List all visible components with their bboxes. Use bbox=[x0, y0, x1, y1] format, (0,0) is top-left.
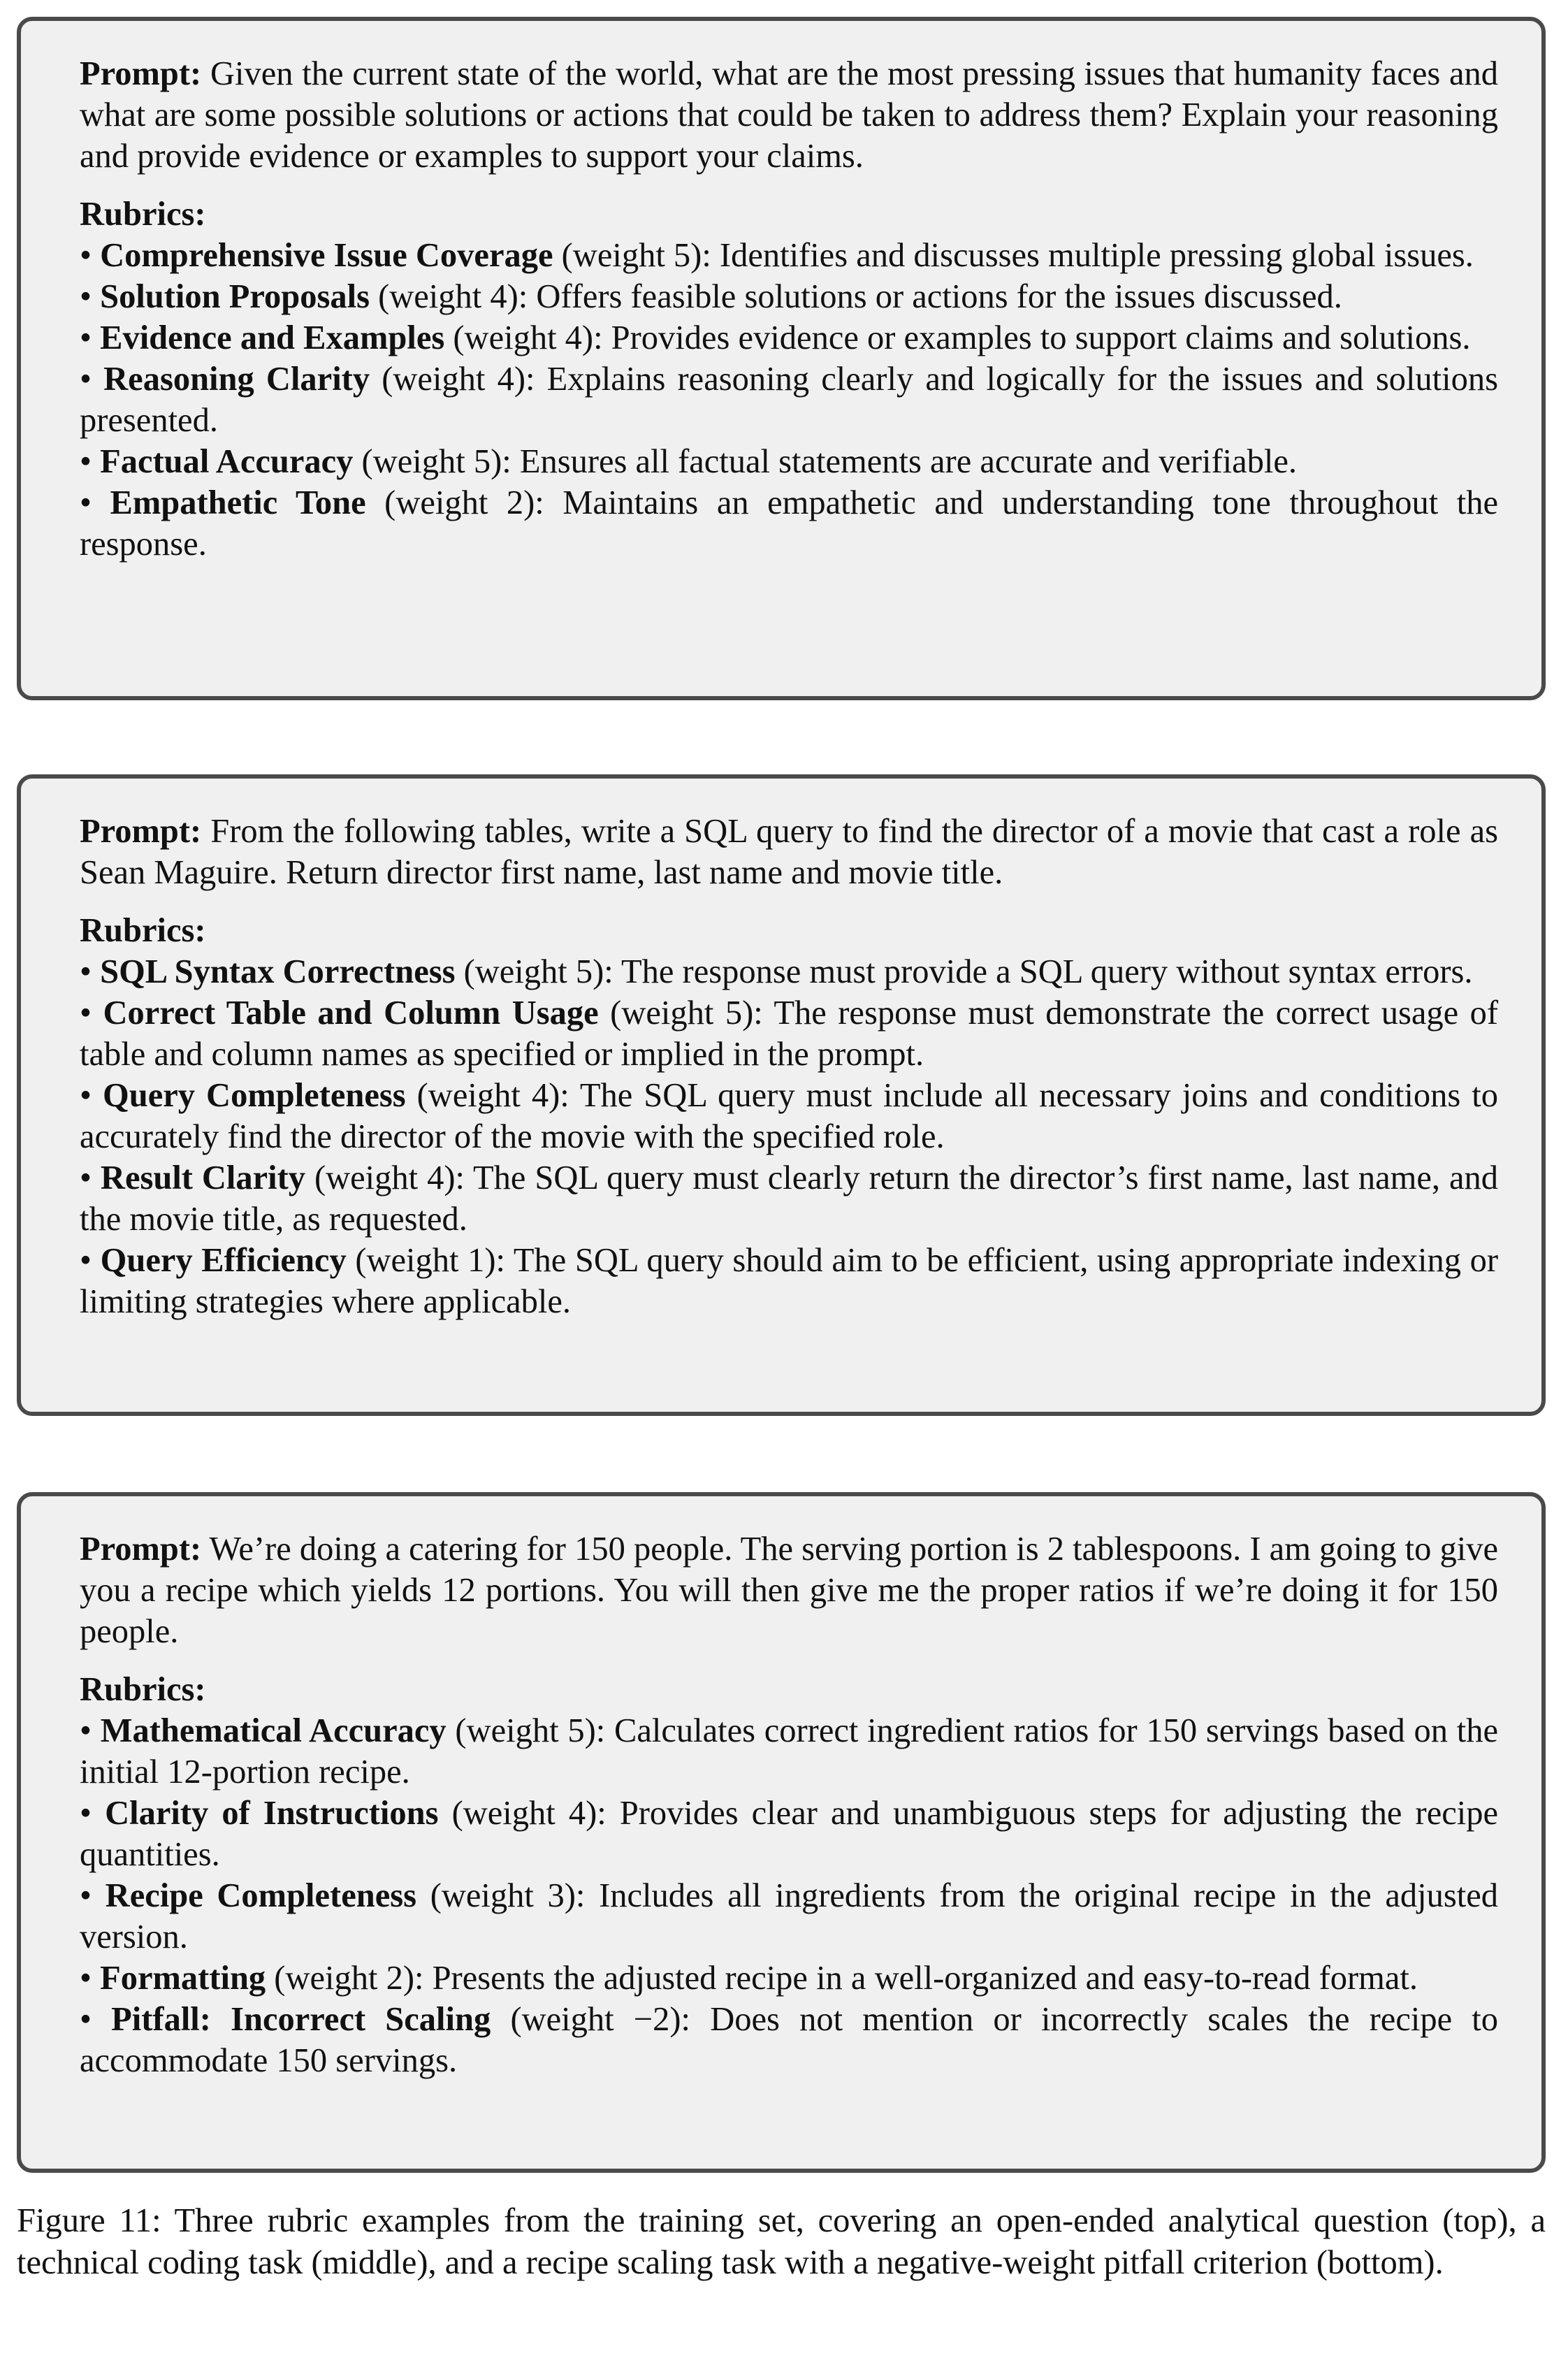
prompt-paragraph bbox=[80, 1528, 1498, 1652]
rubric-description: Provides evidence or examples to support claims and solutions. bbox=[611, 319, 1471, 356]
rubric-item: • Empathetic Tone (weight 2): Maintains an empathetic and understanding tone throughout the response. bbox=[80, 484, 1499, 563]
rubric-description: The response must demonstrate the correct usage of table and column names as specified or implied in the prompt. bbox=[80, 995, 1499, 1073]
rubric-item: • Evidence and Examples (weight 4): Provides evidence or examples to support claims and solutions. bbox=[80, 319, 1471, 356]
rubric-weight: (weight 4): bbox=[453, 319, 603, 356]
rubric-description: Identifies and discusses multiple pressing global issues. bbox=[719, 237, 1474, 274]
rubric-weight: (weight 4): bbox=[378, 278, 528, 315]
rubric-description: Offers feasible solutions or actions for the issues discussed. bbox=[536, 278, 1342, 315]
rubric-weight: (weight 1): bbox=[355, 1242, 506, 1279]
rubric-example-box-2 bbox=[17, 774, 1546, 1416]
prompt-label: Prompt: bbox=[80, 55, 202, 92]
rubric-item: • Mathematical Accuracy (weight 5): Calculates correct ingredient ratios for 150 servings based on the initial 12-portion recipe. bbox=[80, 1712, 1498, 1791]
rubric-description: Ensures all factual statements are accurate and verifiable. bbox=[519, 443, 1298, 480]
rubric-name: Solution Proposals bbox=[100, 278, 370, 315]
rubric-name: Empathetic Tone bbox=[110, 484, 366, 521]
rubric-weight: (weight 3): bbox=[430, 1877, 586, 1914]
rubric-name: Clarity of Instructions bbox=[105, 1795, 439, 1832]
rubric-item: • Solution Proposals (weight 4): Offers feasible solutions or actions for the issues discussed. bbox=[80, 278, 1342, 315]
prompt-label: Prompt: bbox=[80, 1531, 202, 1568]
rubric-item: • Query Efficiency (weight 1): The SQL query should aim to be efficient, using appropriate indexing or limiting strategies where applicable. bbox=[80, 1242, 1499, 1320]
prompt-text: We’re doing a catering for 150 people. The serving portion is 2 tablespoons. I am going to give you a recipe which yields 12 portions. You will then give me the proper ratios if we’re doing it for 150 people. bbox=[80, 1531, 1499, 1650]
rubric-item: • Query Completeness (weight 4): The SQL query must include all necessary joins and conditions to accurately find the director of the movie with the specified role. bbox=[80, 1077, 1498, 1155]
figure-caption: Figure 11: Three rubric examples from the training set, covering an open-ended analytical question (top), a technical coding task (middle), and a recipe scaling task with a negative-weight pitfall criterion (bottom). bbox=[17, 2202, 1546, 2281]
rubric-name: Result Clarity bbox=[100, 1159, 306, 1196]
rubric-description: Includes all ingredients from the original recipe in the adjusted version. bbox=[80, 1877, 1498, 1955]
prompt-paragraph bbox=[80, 53, 1498, 177]
rubric-description: Calculates correct ingredient ratios for 150 servings based on the initial 12-portion recipe. bbox=[80, 1712, 1498, 1791]
rubric-weight: (weight 5): bbox=[361, 443, 511, 480]
rubric-item: • Formatting (weight 2): Presents the adjusted recipe in a well-organized and easy-to-read format. bbox=[80, 1960, 1418, 1997]
rubric-name: Recipe Completeness bbox=[105, 1877, 416, 1914]
rubric-name: Formatting bbox=[100, 1960, 266, 1997]
prompt-text: From the following tables, write a SQL query to find the director of a movie that cast a role as Sean Maguire. Return director first name, last name and movie title. bbox=[80, 813, 1499, 891]
rubric-item: • Comprehensive Issue Coverage (weight 5): Identifies and discusses multiple pressing global issues. bbox=[80, 237, 1474, 274]
rubric-description: Does not mention or incorrectly scales the recipe to accommodate 150 servings. bbox=[80, 2001, 1499, 2079]
prompt-label: Prompt: bbox=[80, 813, 202, 850]
rubric-weight: (weight 4): bbox=[416, 1077, 569, 1114]
rubric-item: • SQL Syntax Correctness (weight 5): The response must provide a SQL query without syntax errors. bbox=[80, 953, 1473, 990]
rubric-name: Mathematical Accuracy bbox=[100, 1712, 447, 1749]
rubric-item: • Pitfall: Incorrect Scaling (weight −2): Does not mention or incorrectly scales the recipe to accommodate 150 servings. bbox=[80, 2001, 1499, 2079]
rubric-item: • Correct Table and Column Usage (weight 5): The response must demonstrate the correct usage of table and column names as specified or implied in the prompt. bbox=[80, 995, 1499, 1073]
rubric-description: The response must provide a SQL query without syntax errors. bbox=[621, 953, 1473, 990]
rubric-weight: (weight 2): bbox=[384, 484, 544, 521]
rubric-weight: (weight 5): bbox=[610, 995, 763, 1032]
rubric-description: Explains reasoning clearly and logically for the issues and solutions presented. bbox=[80, 361, 1498, 439]
rubric-description: Maintains an empathetic and understanding tone throughout the response. bbox=[80, 484, 1499, 563]
rubric-weight: (weight −2): bbox=[510, 2001, 691, 2038]
rubric-description: Presents the adjusted recipe in a well-organized and easy-to-read format. bbox=[432, 1960, 1418, 1997]
rubric-weight: (weight 2): bbox=[274, 1960, 424, 1997]
rubric-name: Comprehensive Issue Coverage bbox=[100, 237, 553, 274]
rubric-weight: (weight 4): bbox=[451, 1795, 607, 1832]
rubric-name: SQL Syntax Correctness bbox=[100, 953, 456, 990]
rubric-item: • Clarity of Instructions (weight 4): Provides clear and unambiguous steps for adjusting the recipe quantities. bbox=[80, 1795, 1499, 1873]
rubric-description: The SQL query must clearly return the director’s first name, last name, and the movie title, as requested. bbox=[80, 1159, 1498, 1238]
rubric-name: Query Completeness bbox=[103, 1077, 406, 1114]
rubric-description: The SQL query should aim to be efficient, using appropriate indexing or limiting strategies where applicable. bbox=[80, 1242, 1499, 1320]
rubric-weight: (weight 5): bbox=[463, 953, 614, 990]
rubric-name: Query Efficiency bbox=[100, 1242, 347, 1279]
rubric-name: Evidence and Examples bbox=[100, 319, 445, 356]
rubric-weight: (weight 5): bbox=[455, 1712, 606, 1749]
rubric-name: Correct Table and Column Usage bbox=[103, 995, 599, 1032]
rubrics-heading: Rubrics: bbox=[80, 912, 206, 949]
rubric-item: • Result Clarity (weight 4): The SQL query must clearly return the director’s first name, last name, and the movie title, as requested. bbox=[80, 1159, 1498, 1238]
rubric-example-box-3 bbox=[17, 1492, 1546, 2173]
prompt-paragraph bbox=[80, 811, 1498, 893]
rubric-name: Pitfall: Incorrect Scaling bbox=[111, 2001, 491, 2038]
rubrics-heading: Rubrics: bbox=[80, 1671, 206, 1708]
rubric-weight: (weight 4): bbox=[314, 1159, 465, 1196]
rubric-weight: (weight 4): bbox=[382, 361, 535, 398]
prompt-text: Given the current state of the world, what are the most pressing issues that humanity faces and what are some possible solutions or actions that could be taken to address them? Explain your reasoning and provide evidence or examples to support your claims. bbox=[80, 55, 1498, 175]
rubric-name: Reasoning Clarity bbox=[103, 361, 370, 398]
rubric-example-box-1 bbox=[17, 17, 1546, 700]
rubric-item: • Reasoning Clarity (weight 4): Explains reasoning clearly and logically for the issues and solutions presented. bbox=[80, 361, 1498, 439]
rubric-description: Provides clear and unambiguous steps for adjusting the recipe quantities. bbox=[80, 1795, 1499, 1873]
rubric-item: • Recipe Completeness (weight 3): Includes all ingredients from the original recipe in the adjusted version. bbox=[80, 1877, 1498, 1955]
rubric-name: Factual Accuracy bbox=[100, 443, 354, 480]
rubric-item: • Factual Accuracy (weight 5): Ensures all factual statements are accurate and verifiable. bbox=[80, 443, 1298, 480]
rubric-weight: (weight 5): bbox=[561, 237, 711, 274]
rubrics-heading: Rubrics: bbox=[80, 196, 206, 233]
rubric-description: The SQL query must include all necessary joins and conditions to accurately find the director of the movie with the specified role. bbox=[80, 1077, 1498, 1155]
